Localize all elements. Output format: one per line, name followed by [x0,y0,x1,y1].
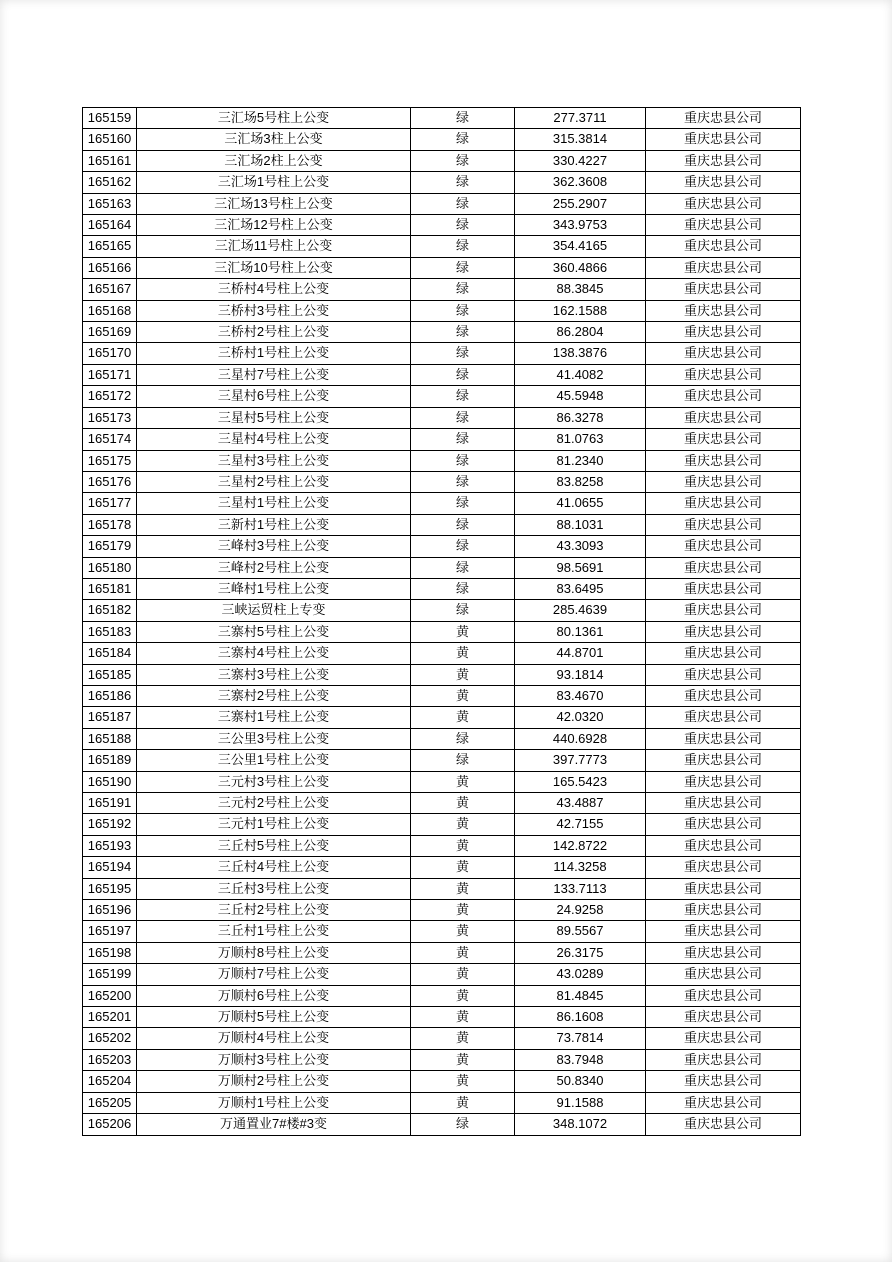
cell-name: 万顺村5号柱上公变 [137,1007,411,1028]
cell-company: 重庆忠县公司 [646,835,801,856]
cell-id: 165169 [83,322,137,343]
table-row [83,407,801,428]
cell-value: 45.5948 [515,386,646,407]
cell-name: 三丘村4号柱上公变 [137,857,411,878]
cell-company: 重庆忠县公司 [646,1028,801,1049]
cell-company: 重庆忠县公司 [646,236,801,257]
cell-name: 三丘村5号柱上公变 [137,835,411,856]
cell-id: 165177 [83,493,137,514]
cell-company: 重庆忠县公司 [646,129,801,150]
table-row [83,364,801,385]
table-row [83,793,801,814]
cell-name: 三丘村1号柱上公变 [137,921,411,942]
cell-company: 重庆忠县公司 [646,279,801,300]
table-row [83,322,801,343]
cell-id: 165172 [83,386,137,407]
cell-company: 重庆忠县公司 [646,257,801,278]
cell-value: 81.2340 [515,450,646,471]
cell-value: 41.0655 [515,493,646,514]
cell-id: 165193 [83,835,137,856]
cell-id: 165170 [83,343,137,364]
table-row [83,878,801,899]
cell-status: 黄 [411,621,515,642]
cell-status: 绿 [411,450,515,471]
table-row [83,664,801,685]
cell-status: 黄 [411,771,515,792]
cell-name: 三汇场2柱上公变 [137,150,411,171]
cell-value: 42.0320 [515,707,646,728]
cell-company: 重庆忠县公司 [646,600,801,621]
cell-value: 165.5423 [515,771,646,792]
table-row [83,814,801,835]
cell-value: 277.3711 [515,108,646,129]
cell-status: 绿 [411,108,515,129]
cell-value: 83.7948 [515,1049,646,1070]
cell-id: 165167 [83,279,137,300]
cell-status: 黄 [411,707,515,728]
cell-id: 165197 [83,921,137,942]
cell-status: 绿 [411,279,515,300]
table-row [83,1114,801,1135]
table-row [83,493,801,514]
cell-value: 83.6495 [515,578,646,599]
cell-company: 重庆忠县公司 [646,215,801,236]
cell-id: 165159 [83,108,137,129]
cell-status: 绿 [411,193,515,214]
cell-company: 重庆忠县公司 [646,1092,801,1113]
cell-id: 165191 [83,793,137,814]
cell-id: 165186 [83,685,137,706]
table-row [83,985,801,1006]
cell-name: 三汇场12号柱上公变 [137,215,411,236]
cell-value: 26.3175 [515,942,646,963]
table-row [83,921,801,942]
cell-status: 绿 [411,728,515,749]
table-row [83,108,801,129]
cell-id: 165176 [83,471,137,492]
cell-value: 397.7773 [515,750,646,771]
cell-company: 重庆忠县公司 [646,193,801,214]
cell-company: 重庆忠县公司 [646,322,801,343]
cell-company: 重庆忠县公司 [646,814,801,835]
cell-value: 114.3258 [515,857,646,878]
cell-id: 165187 [83,707,137,728]
cell-status: 绿 [411,257,515,278]
cell-status: 黄 [411,921,515,942]
cell-company: 重庆忠县公司 [646,172,801,193]
cell-company: 重庆忠县公司 [646,921,801,942]
cell-company: 重庆忠县公司 [646,664,801,685]
cell-company: 重庆忠县公司 [646,1049,801,1070]
cell-id: 165183 [83,621,137,642]
cell-company: 重庆忠县公司 [646,557,801,578]
cell-status: 黄 [411,942,515,963]
cell-company: 重庆忠县公司 [646,728,801,749]
cell-name: 三新村1号柱上公变 [137,514,411,535]
cell-value: 43.0289 [515,964,646,985]
cell-id: 165181 [83,578,137,599]
cell-status: 黄 [411,1007,515,1028]
cell-status: 黄 [411,664,515,685]
cell-value: 86.1608 [515,1007,646,1028]
cell-id: 165190 [83,771,137,792]
cell-company: 重庆忠县公司 [646,857,801,878]
cell-company: 重庆忠县公司 [646,621,801,642]
cell-id: 165199 [83,964,137,985]
cell-status: 黄 [411,793,515,814]
cell-value: 440.6928 [515,728,646,749]
cell-id: 165206 [83,1114,137,1135]
cell-name: 三寨村1号柱上公变 [137,707,411,728]
table-row [83,536,801,557]
cell-company: 重庆忠县公司 [646,793,801,814]
cell-name: 三汇场10号柱上公变 [137,257,411,278]
cell-name: 三汇场3柱上公变 [137,129,411,150]
cell-id: 165188 [83,728,137,749]
cell-name: 三桥村4号柱上公变 [137,279,411,300]
cell-id: 165202 [83,1028,137,1049]
cell-company: 重庆忠县公司 [646,685,801,706]
cell-value: 133.7113 [515,878,646,899]
cell-name: 三汇场1号柱上公变 [137,172,411,193]
table-row [83,215,801,236]
cell-status: 黄 [411,1028,515,1049]
cell-company: 重庆忠县公司 [646,878,801,899]
cell-status: 绿 [411,322,515,343]
table-row [83,964,801,985]
cell-id: 165165 [83,236,137,257]
cell-name: 三元村3号柱上公变 [137,771,411,792]
cell-company: 重庆忠县公司 [646,1007,801,1028]
cell-name: 三桥村1号柱上公变 [137,343,411,364]
cell-value: 255.2907 [515,193,646,214]
cell-company: 重庆忠县公司 [646,514,801,535]
cell-name: 三星村3号柱上公变 [137,450,411,471]
cell-company: 重庆忠县公司 [646,771,801,792]
cell-name: 三峰村1号柱上公变 [137,578,411,599]
cell-name: 三峰村2号柱上公变 [137,557,411,578]
cell-status: 绿 [411,514,515,535]
table-row [83,857,801,878]
cell-company: 重庆忠县公司 [646,536,801,557]
cell-id: 165196 [83,900,137,921]
cell-value: 86.3278 [515,407,646,428]
cell-name: 三星村2号柱上公变 [137,471,411,492]
cell-name: 万通置业7#楼#3变 [137,1114,411,1135]
cell-value: 83.4670 [515,685,646,706]
cell-name: 万顺村2号柱上公变 [137,1071,411,1092]
cell-value: 330.4227 [515,150,646,171]
cell-company: 重庆忠县公司 [646,1114,801,1135]
cell-value: 83.8258 [515,471,646,492]
cell-status: 绿 [411,471,515,492]
cell-name: 三寨村5号柱上公变 [137,621,411,642]
cell-status: 绿 [411,386,515,407]
cell-status: 绿 [411,493,515,514]
cell-id: 165185 [83,664,137,685]
cell-company: 重庆忠县公司 [646,150,801,171]
cell-status: 绿 [411,172,515,193]
table-row [83,1007,801,1028]
table-row [83,835,801,856]
cell-name: 三公里3号柱上公变 [137,728,411,749]
transformer-table [82,107,801,1136]
table-row [83,1092,801,1113]
cell-status: 绿 [411,557,515,578]
table-row [83,193,801,214]
cell-status: 黄 [411,1092,515,1113]
cell-status: 绿 [411,364,515,385]
cell-company: 重庆忠县公司 [646,343,801,364]
cell-value: 81.0763 [515,429,646,450]
cell-company: 重庆忠县公司 [646,364,801,385]
cell-name: 三寨村2号柱上公变 [137,685,411,706]
cell-id: 165160 [83,129,137,150]
cell-id: 165201 [83,1007,137,1028]
cell-status: 绿 [411,600,515,621]
cell-status: 黄 [411,1049,515,1070]
table-row [83,1071,801,1092]
cell-id: 165192 [83,814,137,835]
cell-id: 165168 [83,300,137,321]
cell-id: 165182 [83,600,137,621]
table-row [83,450,801,471]
cell-value: 50.8340 [515,1071,646,1092]
cell-value: 44.8701 [515,643,646,664]
cell-name: 三汇场11号柱上公变 [137,236,411,257]
cell-status: 绿 [411,536,515,557]
cell-name: 三丘村2号柱上公变 [137,900,411,921]
cell-status: 绿 [411,343,515,364]
table-row [83,643,801,664]
cell-value: 24.9258 [515,900,646,921]
cell-value: 162.1588 [515,300,646,321]
cell-id: 165189 [83,750,137,771]
table-row [83,471,801,492]
table-row [83,557,801,578]
cell-id: 165205 [83,1092,137,1113]
cell-name: 万顺村7号柱上公变 [137,964,411,985]
cell-status: 绿 [411,129,515,150]
cell-name: 三元村1号柱上公变 [137,814,411,835]
cell-value: 354.4165 [515,236,646,257]
cell-id: 165184 [83,643,137,664]
cell-name: 万顺村4号柱上公变 [137,1028,411,1049]
table-row [83,707,801,728]
cell-value: 93.1814 [515,664,646,685]
cell-name: 三汇场5号柱上公变 [137,108,411,129]
cell-name: 三寨村4号柱上公变 [137,643,411,664]
table-row [83,279,801,300]
cell-id: 165162 [83,172,137,193]
cell-name: 三元村2号柱上公变 [137,793,411,814]
cell-status: 绿 [411,407,515,428]
cell-company: 重庆忠县公司 [646,942,801,963]
cell-company: 重庆忠县公司 [646,108,801,129]
cell-name: 万顺村3号柱上公变 [137,1049,411,1070]
cell-id: 165178 [83,514,137,535]
cell-name: 三星村1号柱上公变 [137,493,411,514]
cell-status: 黄 [411,685,515,706]
cell-status: 绿 [411,300,515,321]
cell-value: 88.3845 [515,279,646,300]
cell-id: 165195 [83,878,137,899]
cell-status: 绿 [411,236,515,257]
cell-company: 重庆忠县公司 [646,450,801,471]
cell-value: 41.4082 [515,364,646,385]
cell-company: 重庆忠县公司 [646,900,801,921]
cell-company: 重庆忠县公司 [646,750,801,771]
cell-name: 三星村7号柱上公变 [137,364,411,385]
cell-value: 138.3876 [515,343,646,364]
cell-company: 重庆忠县公司 [646,985,801,1006]
table-row [83,1049,801,1070]
cell-id: 165174 [83,429,137,450]
cell-id: 165179 [83,536,137,557]
cell-id: 165166 [83,257,137,278]
cell-id: 165171 [83,364,137,385]
cell-value: 362.3608 [515,172,646,193]
cell-id: 165198 [83,942,137,963]
cell-value: 73.7814 [515,1028,646,1049]
cell-value: 343.9753 [515,215,646,236]
table-row [83,942,801,963]
cell-name: 三公里1号柱上公变 [137,750,411,771]
table-row [83,429,801,450]
table-row [83,386,801,407]
cell-name: 三寨村3号柱上公变 [137,664,411,685]
table-row [83,728,801,749]
cell-status: 绿 [411,215,515,236]
cell-value: 360.4866 [515,257,646,278]
cell-value: 81.4845 [515,985,646,1006]
cell-name: 三桥村3号柱上公变 [137,300,411,321]
cell-id: 165164 [83,215,137,236]
cell-value: 285.4639 [515,600,646,621]
cell-value: 42.7155 [515,814,646,835]
cell-value: 43.3093 [515,536,646,557]
cell-name: 三星村4号柱上公变 [137,429,411,450]
cell-value: 315.3814 [515,129,646,150]
cell-id: 165204 [83,1071,137,1092]
cell-status: 黄 [411,878,515,899]
cell-name: 三峰村3号柱上公变 [137,536,411,557]
cell-status: 黄 [411,643,515,664]
cell-status: 绿 [411,578,515,599]
table-row [83,343,801,364]
cell-id: 165163 [83,193,137,214]
table-row [83,621,801,642]
cell-name: 三丘村3号柱上公变 [137,878,411,899]
cell-id: 165175 [83,450,137,471]
cell-name: 万顺村1号柱上公变 [137,1092,411,1113]
cell-name: 三星村6号柱上公变 [137,386,411,407]
table-row [83,750,801,771]
cell-company: 重庆忠县公司 [646,964,801,985]
table-row [83,300,801,321]
table-row [83,257,801,278]
cell-company: 重庆忠县公司 [646,493,801,514]
table-row [83,600,801,621]
cell-id: 165173 [83,407,137,428]
cell-status: 绿 [411,150,515,171]
cell-company: 重庆忠县公司 [646,386,801,407]
cell-status: 黄 [411,900,515,921]
table-row [83,236,801,257]
cell-id: 165194 [83,857,137,878]
cell-value: 86.2804 [515,322,646,343]
cell-status: 黄 [411,835,515,856]
cell-status: 绿 [411,750,515,771]
cell-value: 98.5691 [515,557,646,578]
cell-value: 89.5567 [515,921,646,942]
cell-status: 黄 [411,964,515,985]
cell-value: 142.8722 [515,835,646,856]
cell-name: 万顺村8号柱上公变 [137,942,411,963]
table-row [83,578,801,599]
table-row [83,1028,801,1049]
cell-status: 黄 [411,857,515,878]
cell-value: 80.1361 [515,621,646,642]
cell-value: 43.4887 [515,793,646,814]
cell-name: 三桥村2号柱上公变 [137,322,411,343]
cell-company: 重庆忠县公司 [646,407,801,428]
table-row [83,172,801,193]
cell-company: 重庆忠县公司 [646,471,801,492]
cell-status: 黄 [411,814,515,835]
cell-company: 重庆忠县公司 [646,578,801,599]
table-row [83,150,801,171]
cell-id: 165161 [83,150,137,171]
cell-status: 黄 [411,1071,515,1092]
cell-status: 黄 [411,985,515,1006]
cell-name: 三峡运贸柱上专变 [137,600,411,621]
cell-name: 万顺村6号柱上公变 [137,985,411,1006]
cell-id: 165203 [83,1049,137,1070]
cell-status: 绿 [411,1114,515,1135]
table-row [83,771,801,792]
cell-company: 重庆忠县公司 [646,643,801,664]
cell-value: 88.1031 [515,514,646,535]
cell-name: 三汇场13号柱上公变 [137,193,411,214]
cell-id: 165180 [83,557,137,578]
table-row [83,900,801,921]
cell-id: 165200 [83,985,137,1006]
table-row [83,685,801,706]
table-row [83,514,801,535]
cell-status: 绿 [411,429,515,450]
cell-value: 348.1072 [515,1114,646,1135]
cell-company: 重庆忠县公司 [646,707,801,728]
cell-company: 重庆忠县公司 [646,1071,801,1092]
table-row [83,129,801,150]
cell-name: 三星村5号柱上公变 [137,407,411,428]
cell-company: 重庆忠县公司 [646,300,801,321]
table-body [83,108,801,1136]
cell-value: 91.1588 [515,1092,646,1113]
cell-company: 重庆忠县公司 [646,429,801,450]
